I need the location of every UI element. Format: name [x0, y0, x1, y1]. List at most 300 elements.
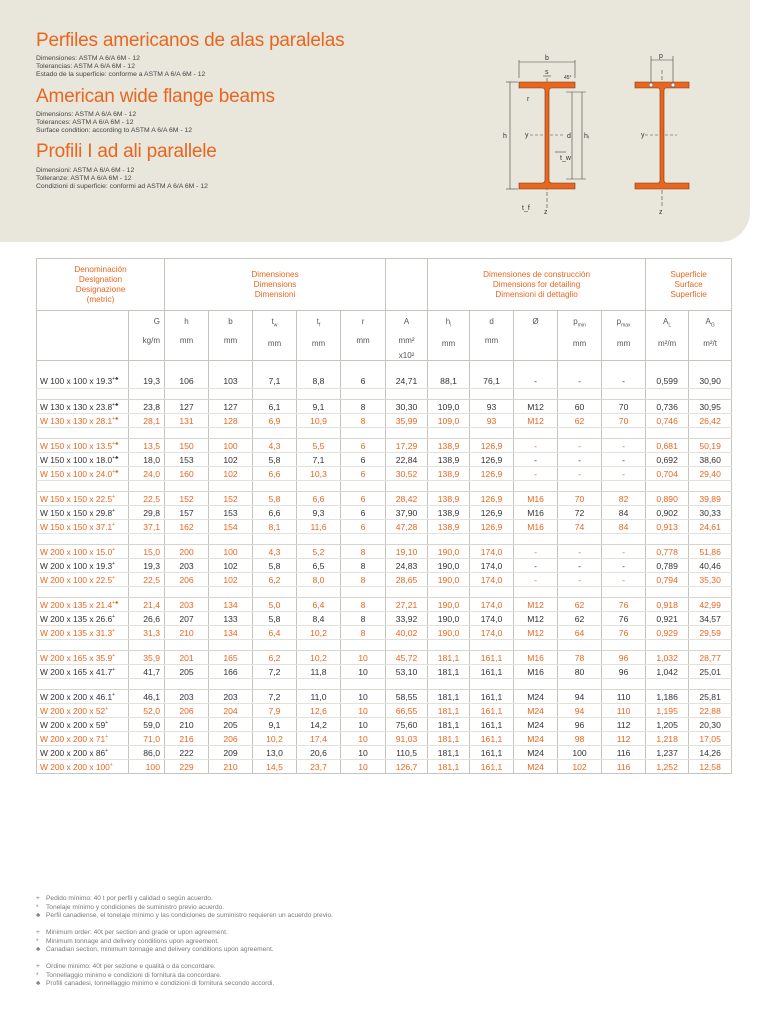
designation-text: W 200 x 200 x 86 [40, 747, 106, 758]
cell-tw: 5,8 [253, 612, 297, 626]
cell-a: 45,72 [386, 651, 428, 665]
cell-x: M12 [514, 414, 558, 428]
table-row [37, 573, 732, 587]
column-unit: mm [179, 336, 194, 345]
cell-r: 6 [341, 467, 386, 481]
spacer-cell [646, 534, 689, 545]
dim-label-s: s [545, 69, 549, 76]
column-symbol: r [361, 317, 365, 326]
designation-text: W 150 x 150 x 37.1 [40, 521, 113, 532]
cell-x: - [514, 545, 558, 559]
cell-pmax: 76 [602, 626, 646, 640]
cell-a: 91,03 [386, 732, 428, 746]
cell-g: 28,1 [129, 414, 165, 428]
group-spacer [37, 534, 732, 545]
cell-r: 8 [341, 414, 386, 428]
cell-hi: 181,1 [428, 760, 470, 774]
cell-hi: 138,9 [428, 492, 470, 506]
spacer-cell [37, 679, 129, 690]
cell-h: 222 [165, 746, 209, 760]
section-designation [37, 665, 129, 679]
cell-ag: 51,86 [689, 545, 732, 559]
column-unit: mm [616, 338, 631, 348]
cell-pmax: 84 [602, 506, 646, 520]
cell-al: 0,736 [646, 400, 689, 414]
cell-x: M24 [514, 760, 558, 774]
cell-a: 27,21 [386, 598, 428, 612]
cell-h: 206 [165, 704, 209, 718]
spacer-cell [689, 481, 732, 492]
spacer-cell [209, 534, 253, 545]
cell-tf: 5,5 [297, 439, 341, 453]
spacer-cell [209, 679, 253, 690]
column-symbol: $p_{min}$ [573, 317, 586, 329]
spacer-cell [209, 587, 253, 598]
cell-a: 17,29 [386, 439, 428, 453]
cell-h: 206 [165, 573, 209, 587]
cell-g: 100 [129, 760, 165, 774]
cell-g: 22,5 [129, 492, 165, 506]
cell-x: M24 [514, 704, 558, 718]
table-row [37, 559, 732, 573]
spacer-cell [129, 481, 165, 492]
cell-al: 0,921 [646, 612, 689, 626]
cell-g: 26,6 [129, 612, 165, 626]
dim-label-hi: hᵢ [584, 133, 589, 140]
spacer-cell [129, 679, 165, 690]
cell-r: 10 [341, 760, 386, 774]
cell-d: 174,0 [470, 598, 514, 612]
gap-cell [341, 361, 386, 375]
column-header-a [386, 311, 428, 361]
cell-g: 19,3 [129, 559, 165, 573]
column-unit: mm [441, 338, 456, 348]
table-row [37, 467, 732, 481]
group-spacer [37, 587, 732, 598]
header-detailing [428, 259, 646, 311]
spacer-cell [428, 587, 470, 598]
spec-line: Surface condition: according to ASTM A 6/A 6M - 12 [36, 127, 193, 134]
beam-section-diagram [500, 48, 600, 218]
column-symbol: A [403, 317, 410, 326]
cell-pmin: - [558, 375, 602, 389]
cell-b: 103 [209, 375, 253, 389]
cell-r: 8 [341, 573, 386, 587]
cell-al: 0,918 [646, 598, 689, 612]
cell-tw: 7,2 [253, 690, 297, 704]
cell-x: M16 [514, 665, 558, 679]
cell-ag: 35,30 [689, 573, 732, 587]
cell-r: 10 [341, 704, 386, 718]
spacer-cell [37, 389, 129, 400]
footnote-mark: + [112, 666, 116, 673]
cell-r: 10 [341, 746, 386, 760]
cell-r: 8 [341, 400, 386, 414]
cell-pmax: 116 [602, 760, 646, 774]
spacer-cell [341, 640, 386, 651]
spacer-cell [165, 534, 209, 545]
cell-tw: 5,8 [253, 559, 297, 573]
spacer-cell [602, 679, 646, 690]
cell-al: 0,929 [646, 626, 689, 640]
spacer-cell [165, 389, 209, 400]
section-designation [37, 732, 129, 746]
spacer-cell [209, 640, 253, 651]
spacer-cell [602, 428, 646, 439]
cell-ag: 34,57 [689, 612, 732, 626]
cell-d: 126,9 [470, 467, 514, 481]
cell-tw: 4,3 [253, 545, 297, 559]
header-line: Dimensions [253, 279, 297, 289]
table-row [37, 718, 732, 732]
cell-g: 46,1 [129, 690, 165, 704]
cell-tf: 8,8 [297, 375, 341, 389]
cell-d: 174,0 [470, 559, 514, 573]
cell-r: 8 [341, 559, 386, 573]
cell-ag: 25,01 [689, 665, 732, 679]
designation-text: W 200 x 200 x 59 [40, 719, 106, 730]
cell-h: 152 [165, 492, 209, 506]
column-unit: mm [311, 338, 326, 348]
designation-text: W 150 x 150 x 29.8 [40, 507, 113, 518]
cell-d: 126,9 [470, 439, 514, 453]
cell-d: 174,0 [470, 545, 514, 559]
cell-hi: 181,1 [428, 704, 470, 718]
cell-hi: 88,1 [428, 375, 470, 389]
column-unit: kg/m [142, 336, 160, 345]
axis-label-y: y [525, 132, 529, 139]
column-unit: mm [484, 336, 499, 345]
section-designation [37, 439, 129, 453]
dim-label-angle: 45° [564, 75, 572, 81]
cell-pmin: - [558, 453, 602, 467]
header-dimensions [165, 259, 386, 311]
spacer-cell [297, 534, 341, 545]
footnote-text: Perfil canadiense, el tonelaje mínimo y las condiciones de suministro requieren un acuerdo previo. [46, 912, 333, 920]
cell-b: 210 [209, 760, 253, 774]
gap-cell [165, 361, 209, 375]
spacer-cell [129, 428, 165, 439]
gap-cell [37, 361, 129, 375]
cell-b: 205 [209, 718, 253, 732]
designation-text: W 200 x 200 x 46.1 [40, 691, 113, 702]
spacer-cell [558, 534, 602, 545]
cell-r: 10 [341, 718, 386, 732]
column-header-x [514, 311, 558, 361]
column-header-tf [297, 311, 341, 361]
dim-label-h: h [503, 133, 507, 140]
footnote-mark: +♣ [112, 376, 119, 383]
dim-label-r: r [527, 96, 530, 103]
cell-al: 1,237 [646, 746, 689, 760]
spacer-cell [253, 679, 297, 690]
footnote-line [36, 929, 274, 938]
cell-b: 102 [209, 467, 253, 481]
spacer-cell [341, 389, 386, 400]
cell-d: 161,1 [470, 760, 514, 774]
header-line: Dimensioni [254, 289, 296, 299]
cell-tw: 7,1 [253, 375, 297, 389]
beam-hole-diagram [625, 48, 705, 218]
footnote-block [36, 895, 333, 921]
cell-d: 161,1 [470, 718, 514, 732]
cell-pmin: 96 [558, 718, 602, 732]
cell-d: 76,1 [470, 375, 514, 389]
spacer-cell [428, 640, 470, 651]
cell-hi: 138,9 [428, 520, 470, 534]
group-spacer [37, 679, 732, 690]
column-header-al [646, 311, 689, 361]
spacer-cell [558, 679, 602, 690]
cell-pmax: - [602, 559, 646, 573]
cell-al: 0,913 [646, 520, 689, 534]
footnote-text: Canadian section, minimum tonnage and delivery conditions upon agreement. [46, 946, 274, 954]
header-line: (metric) [86, 294, 115, 304]
cell-a: 37,90 [386, 506, 428, 520]
spacer-cell [386, 389, 428, 400]
table-row [37, 414, 732, 428]
cell-d: 161,1 [470, 704, 514, 718]
spacer-cell [165, 640, 209, 651]
footnote-block [36, 929, 274, 955]
footnote-line [36, 963, 274, 972]
cell-d: 174,0 [470, 573, 514, 587]
cell-r: 8 [341, 545, 386, 559]
footnote-mark: + [36, 929, 40, 936]
cell-r: 6 [341, 520, 386, 534]
cell-pmin: - [558, 573, 602, 587]
cell-h: 131 [165, 414, 209, 428]
cell-hi: 190,0 [428, 598, 470, 612]
spacer-cell [514, 389, 558, 400]
designation-text: W 200 x 200 x 100 [40, 761, 110, 772]
cell-a: 28,65 [386, 573, 428, 587]
cell-h: 106 [165, 375, 209, 389]
cell-h: 203 [165, 559, 209, 573]
spacer-cell [558, 587, 602, 598]
cell-g: 15,0 [129, 545, 165, 559]
header-line: Surface [674, 279, 703, 289]
column-header-b [209, 311, 253, 361]
footnote-text: Pedido mínimo: 40 t por perfil y calidad o según acuerdo. [46, 895, 213, 902]
gap-cell [646, 361, 689, 375]
designation-text: W 200 x 200 x 52 [40, 705, 106, 716]
cell-r: 6 [341, 375, 386, 389]
spacer-cell [514, 587, 558, 598]
cell-d: 161,1 [470, 665, 514, 679]
column-unit: mm [356, 336, 370, 345]
gap-cell [470, 361, 514, 375]
designation-text: W 130 x 130 x 28.1 [40, 415, 113, 426]
cell-tw: 9,1 [253, 718, 297, 732]
footnote-mark: * [36, 937, 39, 945]
designation-text: W 150 x 100 x 24.0 [40, 468, 113, 479]
cell-g: 35,9 [129, 651, 165, 665]
column-header-h [165, 311, 209, 361]
cell-hi: 181,1 [428, 718, 470, 732]
cell-x: M24 [514, 690, 558, 704]
footnote-line [36, 946, 274, 955]
cell-tw: 6,4 [253, 626, 297, 640]
cell-tw: 4,3 [253, 439, 297, 453]
spacer-cell [689, 428, 732, 439]
header-gap [37, 361, 732, 375]
cell-ag: 12,58 [689, 760, 732, 774]
spacer-cell [129, 534, 165, 545]
cell-tw: 5,8 [253, 492, 297, 506]
column-symbol: $p_{max}$ [616, 317, 631, 329]
dim-label-tw: t_w [560, 155, 571, 162]
title-es: Perfiles americanos de alas paralelas [36, 30, 345, 51]
section-designation [37, 375, 129, 389]
spacer-cell [602, 534, 646, 545]
spacer-cell [165, 679, 209, 690]
designation-text: W 200 x 100 x 22.5 [40, 574, 113, 585]
gap-cell [386, 361, 428, 375]
spacer-cell [129, 389, 165, 400]
designation-text: W 200 x 100 x 19.3 [40, 560, 113, 571]
cell-x: - [514, 453, 558, 467]
cell-d: 126,9 [470, 506, 514, 520]
header-line: Dimensiones [251, 269, 299, 279]
table-row [37, 520, 732, 534]
cell-tf: 5,2 [297, 545, 341, 559]
cell-pmax: 112 [602, 732, 646, 746]
column-header-pmax [602, 311, 646, 361]
cell-b: 127 [209, 400, 253, 414]
cell-g: 21,4 [129, 598, 165, 612]
cell-pmax: - [602, 573, 646, 587]
designation-text: W 200 x 135 x 26.6 [40, 613, 113, 624]
cell-al: 1,252 [646, 760, 689, 774]
footnote-text: Ordine minimo: 40t per sezione e qualità o da concordare. [46, 963, 216, 970]
cell-hi: 190,0 [428, 545, 470, 559]
cell-pmax: 70 [602, 400, 646, 414]
cell-r: 10 [341, 690, 386, 704]
cell-r: 8 [341, 626, 386, 640]
cell-x: M24 [514, 718, 558, 732]
cell-a: 53,10 [386, 665, 428, 679]
cell-h: 160 [165, 467, 209, 481]
cell-hi: 138,9 [428, 506, 470, 520]
cell-a: 66,55 [386, 704, 428, 718]
designation-text: W 130 x 130 x 23.8 [40, 401, 113, 412]
cell-hi: 109,0 [428, 400, 470, 414]
cell-pmax: - [602, 545, 646, 559]
spacer-cell [646, 481, 689, 492]
section-designation [37, 626, 129, 640]
section-designation [37, 612, 129, 626]
cell-pmax: - [602, 467, 646, 481]
column-symbol: Ø [532, 317, 539, 326]
cell-g: 23,8 [129, 400, 165, 414]
footnote-mark: +♣ [112, 415, 119, 422]
footnote-mark: +♣ [112, 440, 119, 447]
spacer-cell [253, 534, 297, 545]
subtitle-it [36, 167, 208, 191]
cell-al: 0,778 [646, 545, 689, 559]
spec-line: Dimensions: ASTM A 6/A 6M - 12 [36, 111, 137, 118]
cell-a: 47,28 [386, 520, 428, 534]
cell-pmax: 96 [602, 665, 646, 679]
spacer-cell [297, 587, 341, 598]
column-unit: m²/t [703, 338, 717, 348]
cell-tf: 9,3 [297, 506, 341, 520]
spacer-cell [297, 389, 341, 400]
column-symbol: $h_i$ [445, 317, 452, 329]
cell-x: - [514, 439, 558, 453]
spacer-cell [428, 534, 470, 545]
cell-pmin: 62 [558, 598, 602, 612]
cell-g: 71,0 [129, 732, 165, 746]
section-designation [37, 690, 129, 704]
cell-ag: 25,81 [689, 690, 732, 704]
cell-tf: 9,1 [297, 400, 341, 414]
designation-text: W 200 x 135 x 21.4 [40, 599, 113, 610]
cell-a: 28,42 [386, 492, 428, 506]
cell-d: 174,0 [470, 626, 514, 640]
cell-hi: 181,1 [428, 746, 470, 760]
cell-tf: 12,6 [297, 704, 341, 718]
cell-pmin: - [558, 467, 602, 481]
cell-pmax: 84 [602, 520, 646, 534]
column-unit: m²/m [658, 338, 677, 348]
designation-text: W 200 x 135 x 31.3 [40, 627, 113, 638]
cell-h: 203 [165, 598, 209, 612]
cell-pmax: 82 [602, 492, 646, 506]
table-row [37, 612, 732, 626]
spacer-cell [689, 679, 732, 690]
column-symbol: $t_w$ [271, 317, 278, 329]
cell-tf: 11,6 [297, 520, 341, 534]
cell-ag: 26,42 [689, 414, 732, 428]
designation-text: W 150 x 100 x 13.5 [40, 440, 113, 451]
spec-line: Dimensioni: ASTM A 6/A 6M - 12 [36, 167, 135, 174]
cell-h: 162 [165, 520, 209, 534]
cell-g: 24,0 [129, 467, 165, 481]
spacer-cell [646, 389, 689, 400]
column-symbol: h [184, 317, 189, 326]
footnote-mark: +♣ [112, 468, 119, 475]
designation-text: W 200 x 100 x 15.0 [40, 546, 113, 557]
spacer-cell [341, 679, 386, 690]
spacer-cell [386, 640, 428, 651]
spacer-cell [297, 640, 341, 651]
cell-h: 229 [165, 760, 209, 774]
column-header-tw [253, 311, 297, 361]
cell-r: 10 [341, 732, 386, 746]
spec-line: Condizioni di superficie: conformi ad ASTM A 6/A 6M - 12 [36, 183, 208, 190]
table-row [37, 453, 732, 467]
spacer-cell [129, 587, 165, 598]
spacer-cell [165, 481, 209, 492]
cell-hi: 181,1 [428, 651, 470, 665]
section-designation [37, 520, 129, 534]
cell-a: 24,83 [386, 559, 428, 573]
gap-cell [514, 361, 558, 375]
cell-b: 100 [209, 439, 253, 453]
cell-h: 200 [165, 545, 209, 559]
cell-al: 0,890 [646, 492, 689, 506]
cell-pmin: 60 [558, 400, 602, 414]
footnote-mark: + [112, 493, 116, 500]
cell-a: 22,84 [386, 453, 428, 467]
section-designation [37, 559, 129, 573]
cell-pmin: 80 [558, 665, 602, 679]
column-symbol: d [489, 317, 494, 326]
cell-tw: 6,6 [253, 506, 297, 520]
cell-hi: 181,1 [428, 690, 470, 704]
